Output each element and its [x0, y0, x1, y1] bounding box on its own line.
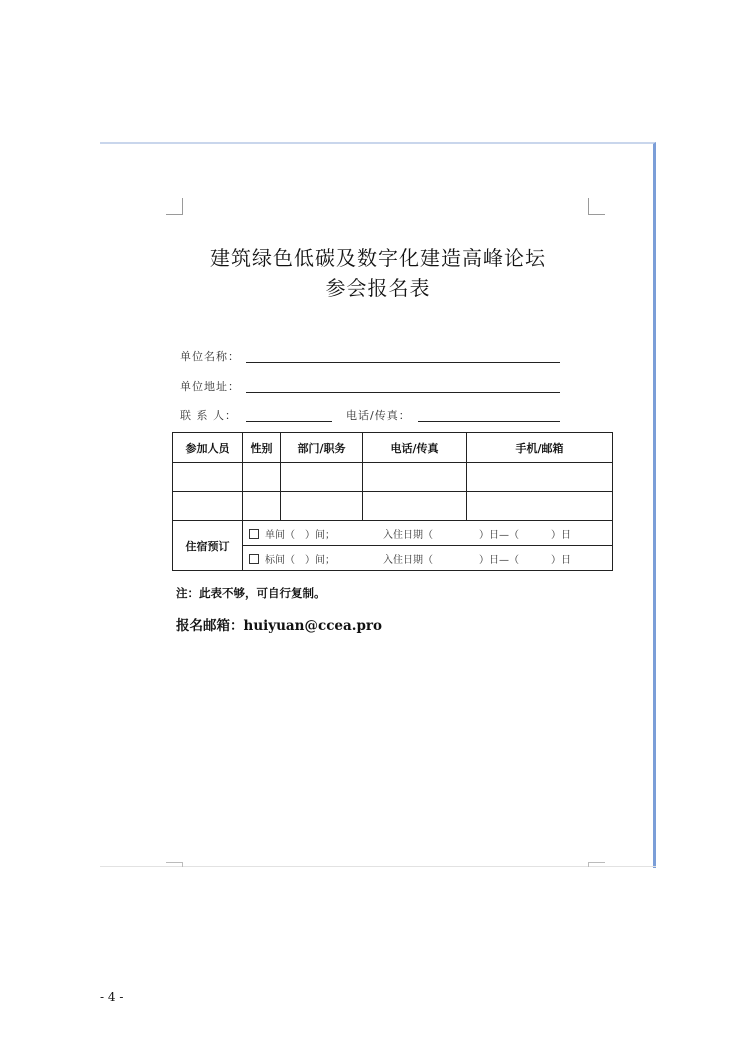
- table-note: 注：此表不够，可自行复制。: [176, 586, 326, 600]
- phone-cell[interactable]: [363, 463, 467, 492]
- unit-address-label: 单位地址：: [180, 380, 240, 393]
- attendee-cell[interactable]: [173, 492, 243, 521]
- department-cell[interactable]: [281, 463, 363, 492]
- phone-cell[interactable]: [363, 492, 467, 521]
- form-title: 建筑绿色低碳及数字化建造高峰论坛: [210, 246, 546, 270]
- mobile-cell[interactable]: [467, 463, 613, 492]
- attendee-cell[interactable]: [173, 463, 243, 492]
- gender-cell[interactable]: [243, 492, 281, 521]
- lodging-label: 住宿预订: [173, 521, 243, 571]
- phone-fax-line[interactable]: [418, 420, 560, 422]
- standard-room-text: 标间（ ）间；: [265, 554, 335, 566]
- phone-fax-label: 电话/传真：: [346, 409, 411, 422]
- table-header-row: [173, 433, 613, 463]
- single-room-text: 单间（ ）间；: [265, 529, 335, 541]
- lodging-single-cell: [243, 521, 613, 546]
- lodging-standard-cell: [243, 546, 613, 571]
- header-attendee: 参加人员: [173, 433, 243, 463]
- mobile-cell[interactable]: [467, 492, 613, 521]
- table-row: [173, 492, 613, 521]
- crop-mark-bottom-right: [588, 862, 605, 867]
- unit-address-line[interactable]: [246, 391, 560, 393]
- department-cell[interactable]: [281, 492, 363, 521]
- standard-date-end: ）日: [551, 554, 571, 566]
- single-checkin-label: 入住日期（: [383, 529, 433, 541]
- contact-line[interactable]: [246, 420, 332, 422]
- single-room-checkbox[interactable]: [249, 529, 259, 539]
- contact-label: 联 系 人：: [180, 409, 237, 422]
- lodging-row-single: [173, 521, 613, 546]
- single-date-mid: ）日—（: [479, 529, 519, 541]
- page-number: - 4 -: [100, 990, 124, 1004]
- unit-name-label: 单位名称：: [180, 350, 240, 363]
- unit-name-line[interactable]: [246, 361, 560, 363]
- table-row: [173, 463, 613, 492]
- header-gender: 性别: [243, 433, 281, 463]
- registration-email: 报名邮箱：huiyuan@ccea.pro: [176, 618, 383, 634]
- standard-date-mid: ）日—（: [479, 554, 519, 566]
- standard-room-checkbox[interactable]: [249, 554, 259, 564]
- header-department: 部门/职务: [281, 433, 363, 463]
- header-mobile-email: 手机/邮箱: [467, 433, 613, 463]
- standard-checkin-label: 入住日期（: [383, 554, 433, 566]
- single-date-end: ）日: [551, 529, 571, 541]
- gender-cell[interactable]: [243, 463, 281, 492]
- crop-mark-top-right: [588, 198, 605, 215]
- crop-mark-top-left: [166, 198, 183, 215]
- header-phone-fax: 电话/传真: [363, 433, 467, 463]
- form-subtitle: 参会报名表: [325, 276, 431, 300]
- page-frame-bottom-edge: [100, 866, 656, 867]
- crop-mark-bottom-left: [166, 862, 183, 867]
- registration-table: [172, 432, 613, 571]
